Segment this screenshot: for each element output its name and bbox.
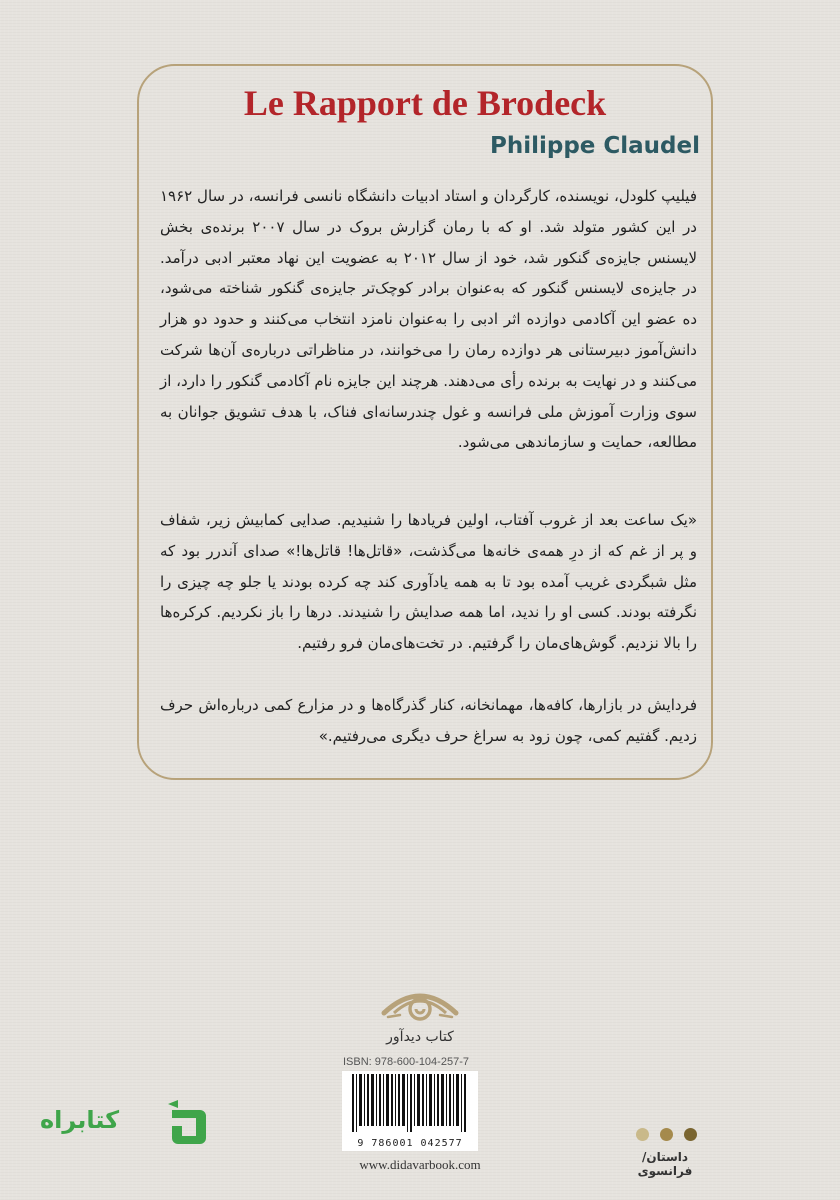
bio-paragraph: فیلیپ کلودل، نویسنده، کارگردان و استاد ادبیات دانشگاه نانسی فرانسه، در سال ۱۹۶۲ در این کشور متولد شد. او که با رمان گزارش بروک در سال ۲۰۰۷ برنده‌ی بخش لایسنس جایزه‌ی گنکور شد، خود از سال ۲۰۱۲ به عضویت این نهاد معتبر ادبی درآمد. در جایزه‌ی لایسنس گنکور که به‌عنوان برادر کوچک‌تر جایزه‌ی گنکور شناخته می‌شود، ده عضو این آکادمی دوازده اثر ادبی را به‌عنوان نامزد انتخاب می‌کنند و حدود دو هزار دانش‌آموز دبیرستانی هر دوازده رمان را می‌خوانند، در مناظراتی درباره‌ی آن‌ها شرکت می‌کنند و در نهایت به برنده رأی می‌دهند. هرچند این جایزه نام آکادمی گنکور را دارد، از سوی وزارت آموزش ملی فرانسه و غول چندرسانه‌ای فناک، با هدف تشویق جوانان به مطالعه، حمایت و سازماندهی می‌شود. (160, 187, 697, 452)
publisher-name: کتاب دیدآور (386, 1029, 454, 1045)
quote-paragraph: «یک ساعت بعد از غروب آفتاب، اولین فریادها را شنیدیم. صدایی کمابیش زیر، شفاف و پر از غم که از درِ همه‌ی خانه‌ها می‌گذشت، «قاتل‌ها! قاتل‌ها!» صدای آندرر بود که مثل شبگردی غریب آمده بود تا به همه یادآوری کند چه کرده بودند یا جلو چه چیزی را نگرفته بودند. کسی او را ندید، اما همه صدایش را شنیدند. درها را باز نکردیم. کرکره‌ها را بالا نزدیم. گوش‌های‌مان را گرفتیم. در تخت‌های‌مان فرو رفتیم. (160, 511, 697, 653)
publisher-logo (370, 975, 470, 1047)
book-title: Le Rapport de Brodeck (243, 83, 607, 123)
dot-light (636, 1128, 649, 1141)
publisher-eye-logo-icon (370, 975, 470, 1047)
book-excerpt-continued (160, 690, 697, 752)
barcode-number: 9 786001 042577 (357, 1138, 463, 1149)
quote-continuation: فردایش در بازارها، کافه‌ها، مهمانخانه، کنار گذرگاه‌ها و در مزارع کمی درباره‌اش حرف زدیم. گفتیم کمی، چون زود به سراغ حرف دیگری می‌رفتیم.» (160, 696, 697, 745)
dot-dark (684, 1128, 697, 1141)
store-brand: کتابراه (40, 1106, 120, 1134)
genre-label: داستان/فرانسوی (637, 1150, 693, 1178)
book-excerpt (160, 505, 697, 659)
barcode-icon (352, 1074, 468, 1132)
book-author: Philippe Claudel (489, 133, 700, 159)
author-bio (160, 181, 697, 458)
publisher-website[interactable]: www.didavarbook.com (359, 1157, 481, 1172)
barcode (342, 1071, 478, 1151)
dot-medium (660, 1128, 673, 1141)
genre-dots (636, 1126, 703, 1145)
isbn-label: ISBN: 978-600-104-257-7 (343, 1056, 469, 1068)
